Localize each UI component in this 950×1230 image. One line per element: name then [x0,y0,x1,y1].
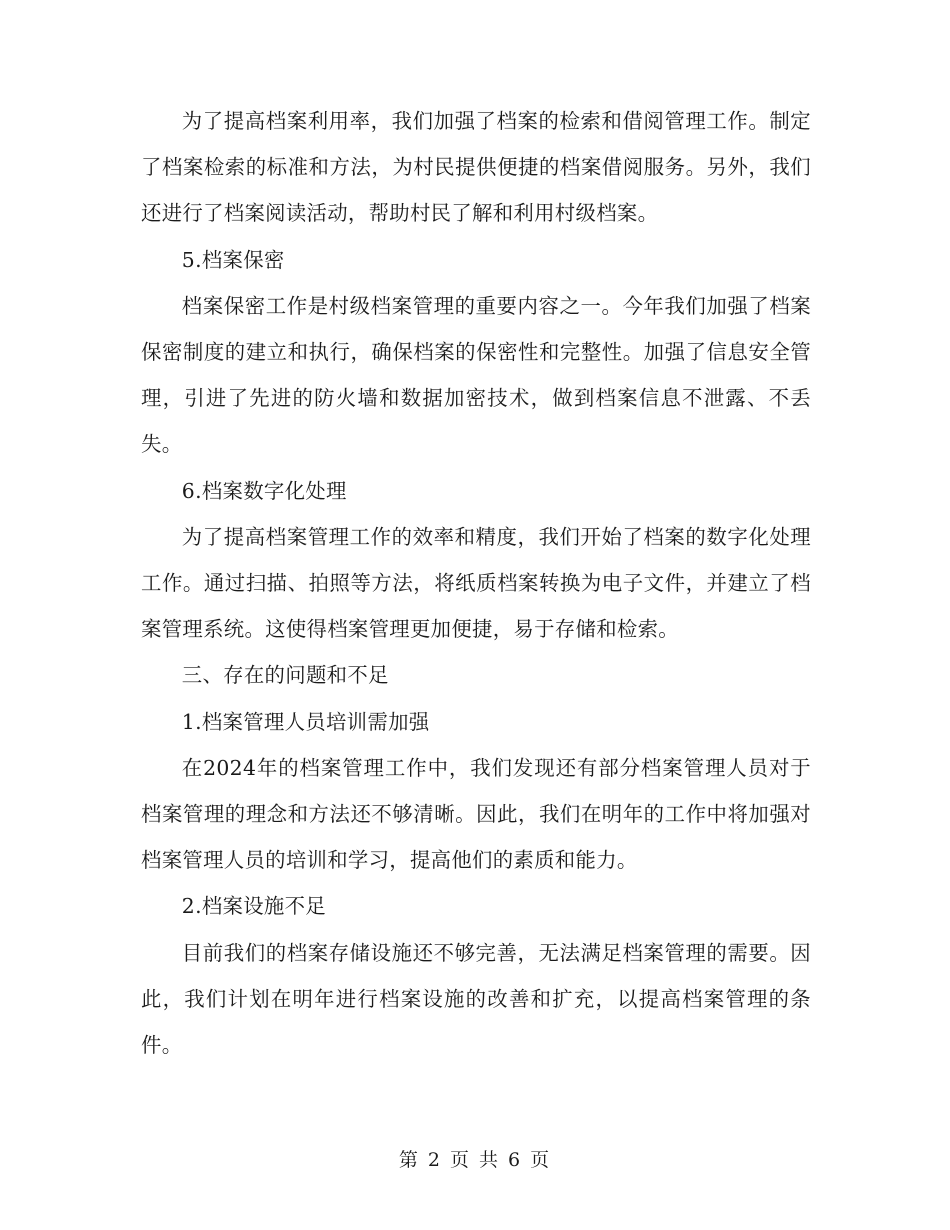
page-number-footer: 第 2 页 共 6 页 [398,1149,552,1171]
heading-archive-digitization: 6.档案数字化处理 [181,478,347,503]
paragraph-archive-digitization: 为了提高档案管理工作的效率和精度，我们开始了档案的数字化处理工作。通过扫描、拍照等方法，将纸质档案转换为电子文件，并建立了档案管理系统。这使得档案管理更加便捷，易于存储和检索。 [141,524,811,642]
paragraph-archive-confidentiality: 档案保密工作是村级档案管理的重要内容之一。今年我们加强了档案保密制度的建立和执行，确保档案的保密性和完整性。加强了信息安全管理，引进了先进的防火墙和数据加密技术，做到档案信息不泄露、不丢失。 [141,293,811,457]
document-body [141,98,811,1068]
heading-archive-confidentiality: 5.档案保密 [181,247,285,272]
paragraph-staff-training: 在2024年的档案管理工作中，我们发现还有部分档案管理人员对于档案管理的理念和方法还不够清晰。因此，我们在明年的工作中将加强对档案管理人员的培训和学习，提高他们的素质和能力。 [141,755,811,873]
heading-staff-training: 1.档案管理人员培训需加强 [181,709,430,734]
paragraph-facilities-insufficient: 目前我们的档案存储设施还不够完善，无法满足档案管理的需要。因此，我们计划在明年进行档案设施的改善和扩充，以提高档案管理的条件。 [141,940,811,1058]
paragraph-archive-retrieval: 为了提高档案利用率，我们加强了档案的检索和借阅管理工作。制定了档案检索的标准和方法，为村民提供便捷的档案借阅服务。另外，我们还进行了档案阅读活动，帮助村民了解和利用村级档案。 [141,109,811,226]
heading-problems-shortcomings: 三、存在的问题和不足 [181,663,389,688]
heading-facilities-insufficient: 2.档案设施不足 [181,894,326,919]
